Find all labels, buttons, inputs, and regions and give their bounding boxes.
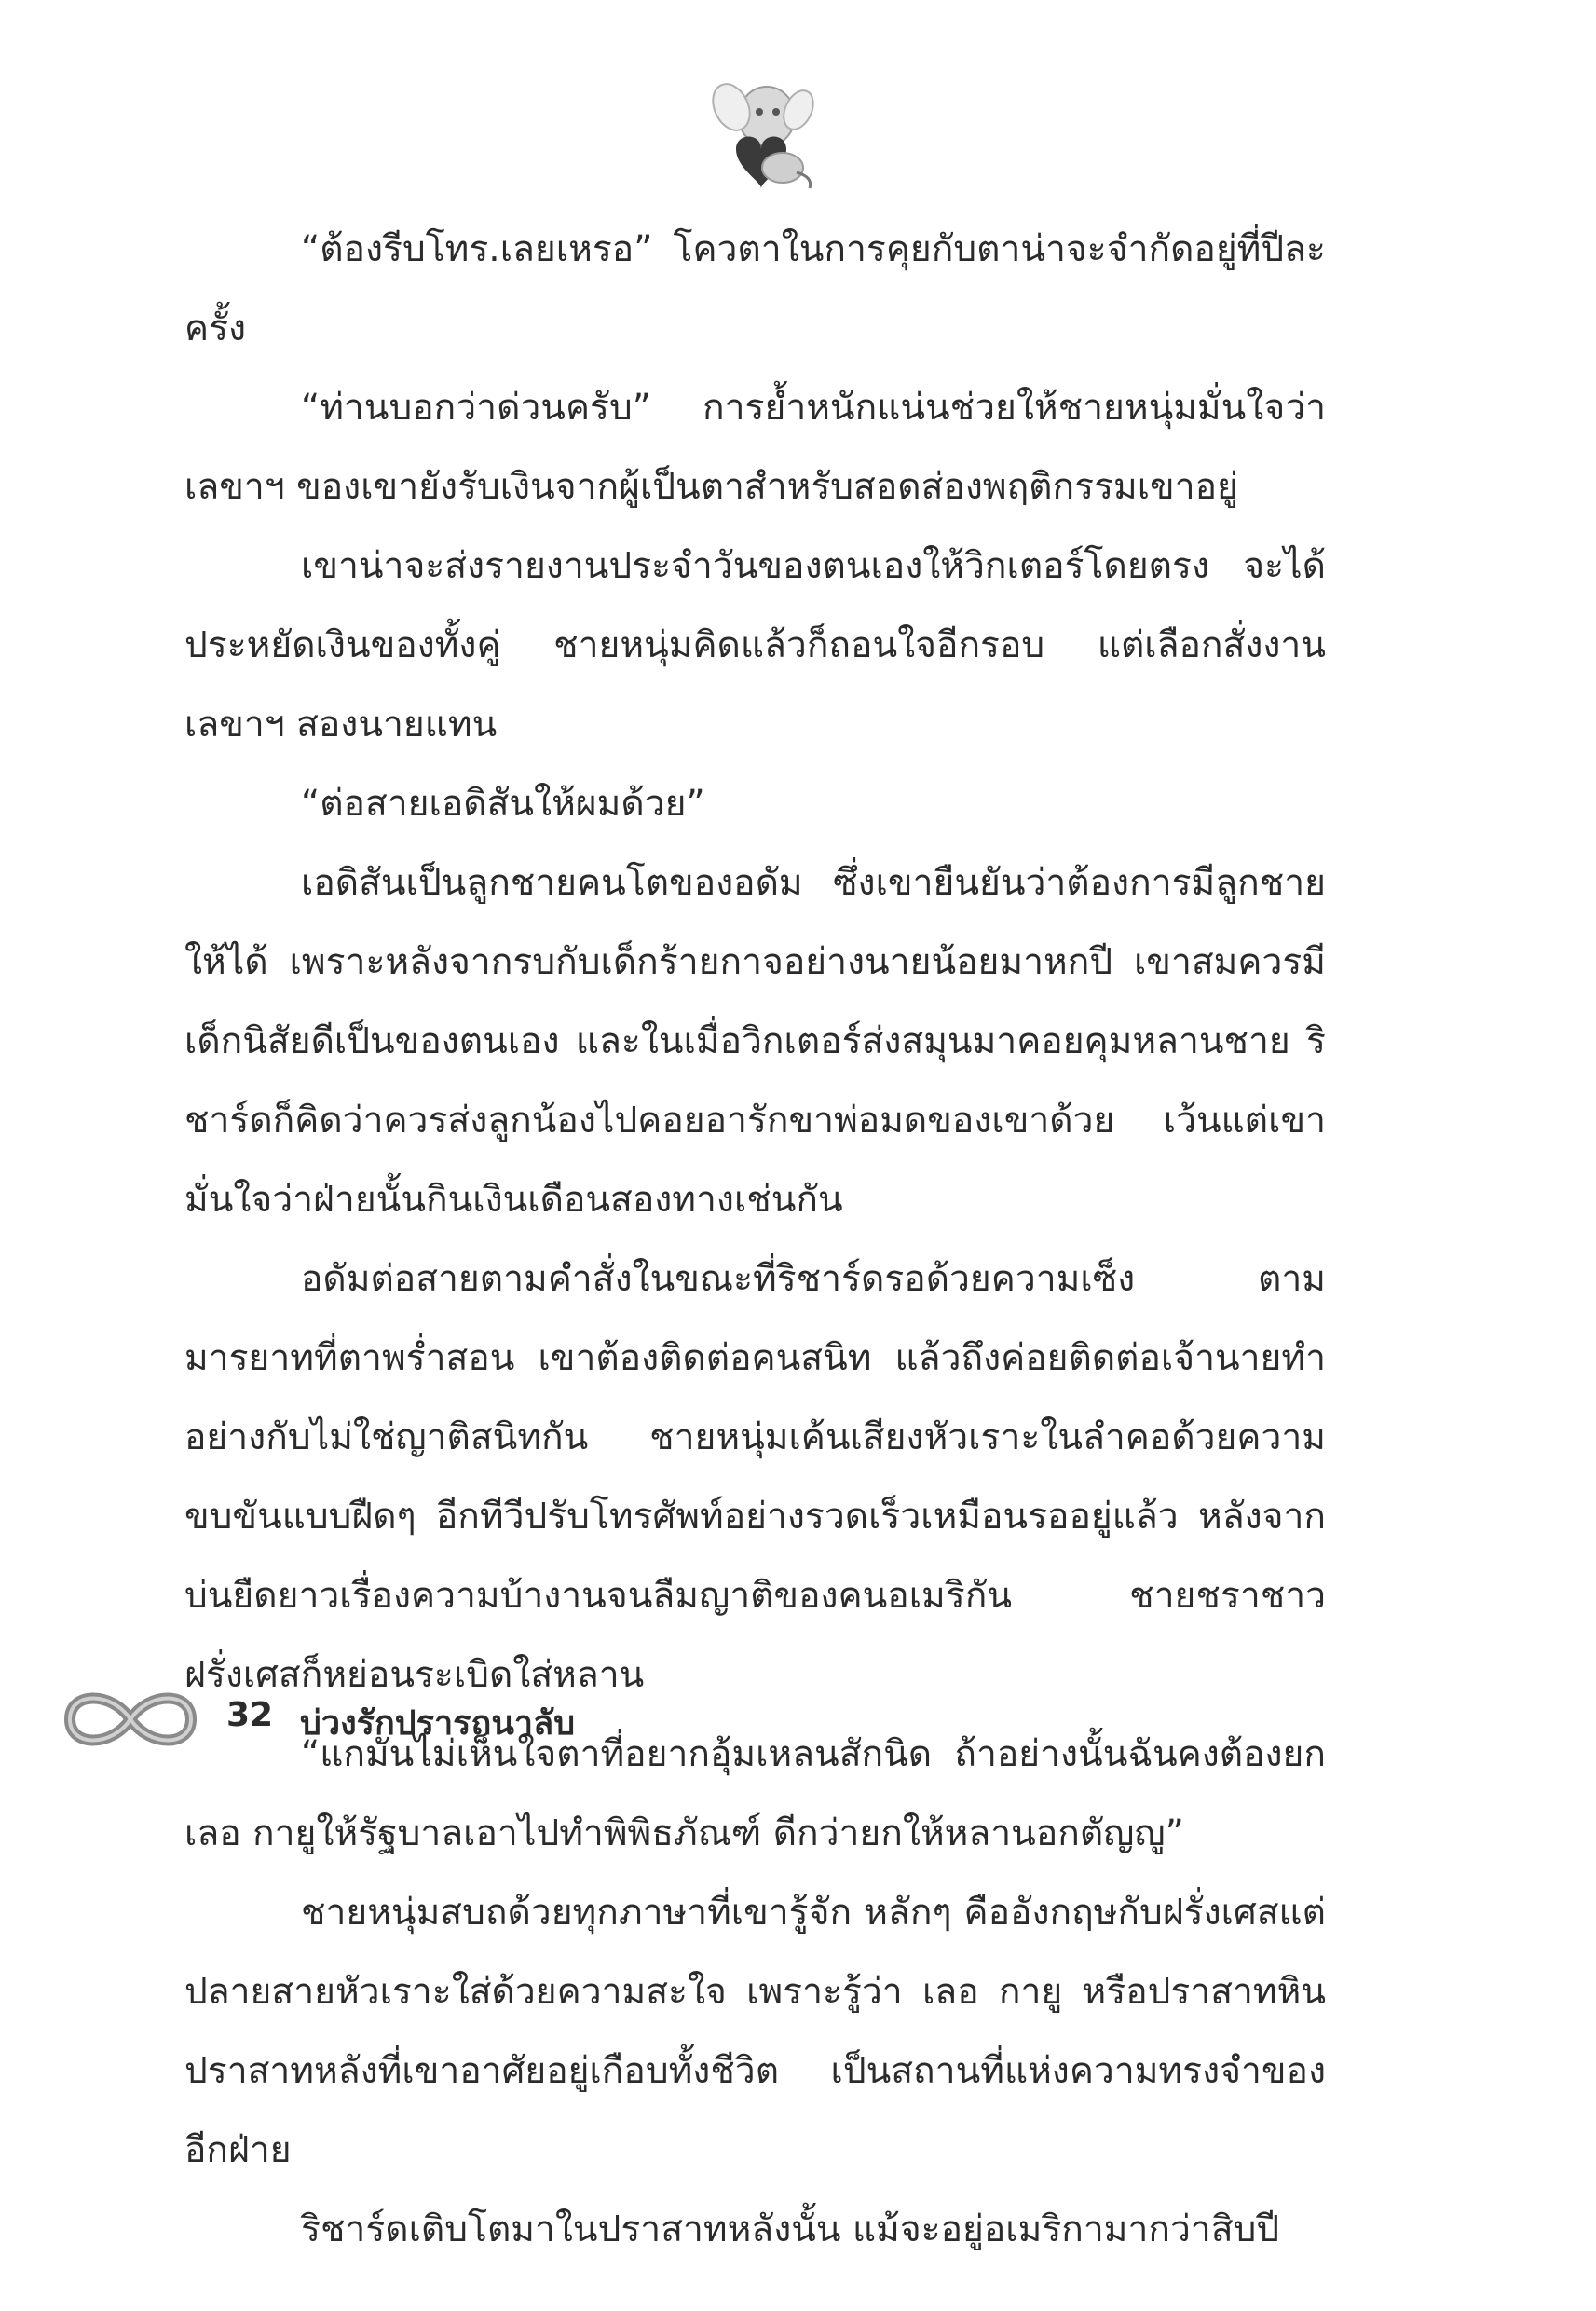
paragraph: “ต่อสายเอดิสันให้ผมด้วย” [301, 783, 705, 825]
paragraph: “ต้องรีบโทร.เลยเหรอ” โควตาในการคุยกับตาน่าจะจำกัดอยู่ที่ปีละครั้ง [184, 228, 1326, 349]
paragraph: เขาน่าจะส่งรายงานประจำวันของตนเองให้วิกเตอร์โดยตรง จะได้ประหยัดเงินของทั้งคู่ ชายหนุ่มคิดแล้วก็ถอนใจอีกรอบ แต่เลือกสั่งงานเลขาฯ สองนายแทน [184, 545, 1326, 745]
paragraph: อดัมต่อสายตามคำสั่งในขณะที่ริชาร์ดรอด้วยความเซ็ง ตามมารยาทที่ตาพร่ำสอน เขาต้องติดต่อคนสนิท แล้วถึงค่อยติดต่อเจ้านายทำอย่างกับไม่ใช่ญาติสนิทกัน ชายหนุ่มเค้นเสียงหัวเราะในลำคอด้วยความขบขันแบบฝืดๆ อีกทีวีปรับโทรศัพท์อย่างรวดเร็วเหมือนรออยู่แล้ว หลังจากบ่นยืดยาวเรื่องความบ้างานจนลืมญาติของคนอเมริกัน ชายชราชาวฝรั่งเศสก็หย่อนระเบิดใส่หลาน [184, 1258, 1326, 1696]
paragraph: เอดิสันเป็นลูกชายคนโตของอดัม ซึ่งเขายืนยันว่าต้องการมีลูกชายให้ได้ เพราะหลังจากรบกับเด็กร้ายกาจอย่างนายน้อยมาหกปี เขาสมควรมีเด็กนิสัยดีเป็นของตนเอง และในเมื่อวิกเตอร์ส่งสมุนมาคอยคุมหลานชาย ริชาร์ดก็คิดว่าควรส่งลูกน้องไปคอยอารักขาพ่อมดของเขาด้วย เว้นแต่เขามั่นใจว่าฝ่ายนั้นกินเงินเดือนสองทางเช่นกัน [184, 862, 1326, 1221]
paragraph: “แกมันไม่เห็นใจตาที่อยากอุ้มเหลนสักนิด ถ้าอย่างนั้นฉันคงต้องยกเลอ กายูให้รัฐบาลเอาไปทำพิพิธภัณฑ์ ดีกว่ายกให้หลานอกตัญญู” [184, 1733, 1326, 1854]
book-title: บ่วงรักปรารถนาลับ [300, 1704, 576, 1743]
page-number: 32 [226, 1696, 274, 1734]
paragraph: “ท่านบอกว่าด่วนครับ” การย้ำหนักแน่นช่วยให้ชายหนุ่มมั่นใจว่าเลขาฯ ของเขายังรับเงินจากผู้เป็นตาสำหรับสอดส่องพฤติกรรมเขาอยู่ [184, 387, 1326, 508]
cupid-heart-ornament-icon [694, 65, 825, 196]
page-footer [56, 1677, 894, 1771]
paragraph: ชายหนุ่มสบถด้วยทุกภาษาที่เขารู้จัก หลักๆ คืออังกฤษกับฝรั่งเศสแต่ปลายสายหัวเราะใส่ด้วยความสะใจ เพราะรู้ว่า เลอ กายู หรือปราสาทหิน ปราสาทหลังที่เขาอาศัยอยู่เกือบทั้งชีวิต เป็นสถานที่แห่งความทรงจำของอีกฝ่าย [184, 1892, 1326, 2171]
body-text [184, 210, 1326, 2269]
infinity-icon [56, 1682, 205, 1757]
paragraph: ริชาร์ดเติบโตมาในปราสาทหลังนั้น แม้จะอยู่อเมริกามากว่าสิบปี [301, 2208, 1280, 2250]
